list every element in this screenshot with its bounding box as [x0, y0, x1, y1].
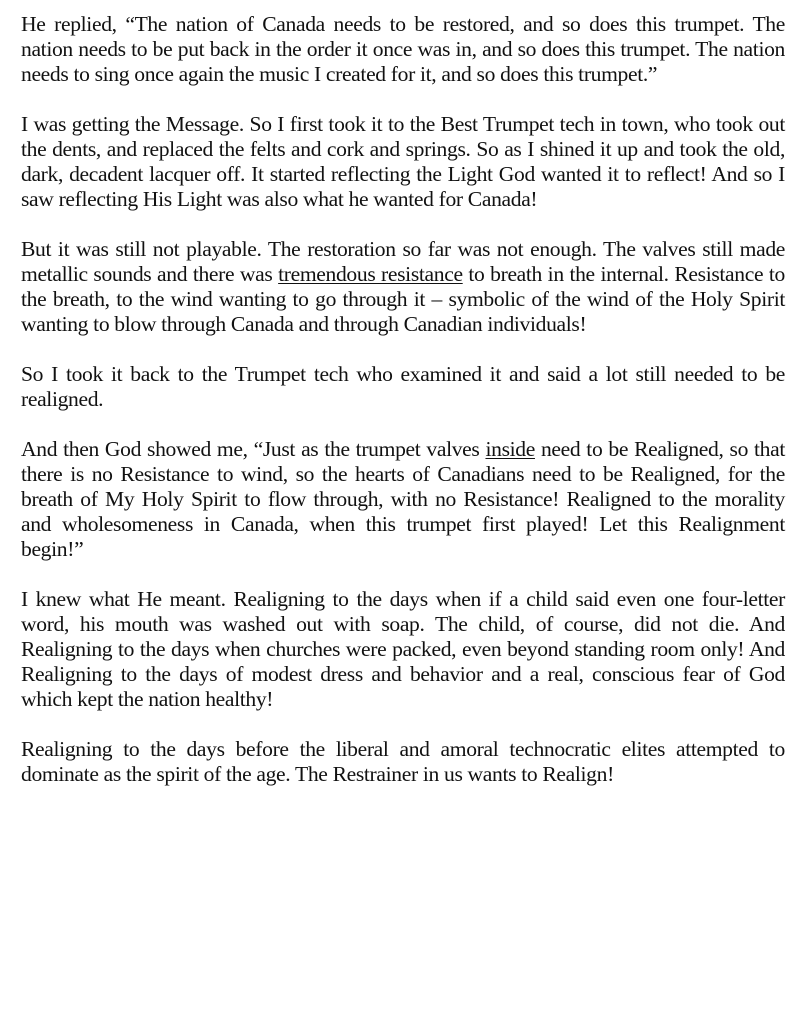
paragraph-6 [21, 587, 785, 712]
paragraph-text: need to be Realigned, so that there is no Resistance to wind, so the hearts of Canadians need to be Realigned, for the breath of My Holy Spirit to flow through, with no Resistance! Realigned to the morality and wholesomeness in Canada, when this trumpet first played! Let this Realignment begin!” [21, 437, 785, 561]
paragraph-text: He replied, “The nation of Canada needs to be restored, and so does this trumpet. The nation needs to be put back in the order it once was in, and so does this trumpet. The nation needs to sing once again the music I created for it, and so does this trumpet.” [21, 12, 785, 86]
paragraph-text: But it was still not playable. The restoration so far was not enough. The valves still made metallic sounds and there was [21, 237, 785, 286]
paragraph-4 [21, 362, 785, 412]
paragraph-text: Realigning to the days before the liberal and amoral technocratic elites attempted to dominate as the spirit of the age. The Restrainer in us wants to Realign! [21, 737, 785, 786]
paragraph-text: So I took it back to the Trumpet tech who examined it and said a lot still needed to be realigned. [21, 362, 785, 411]
paragraph-3 [21, 237, 785, 337]
paragraph-7 [21, 737, 785, 787]
paragraph-1 [21, 12, 785, 87]
paragraph-text: And then God showed me, “Just as the trumpet valves [21, 437, 486, 461]
paragraph-text: I was getting the Message. So I first took it to the Best Trumpet tech in town, who took out the dents, and replaced the felts and cork and springs. So as I shined it up and took the old, dark, decadent lacquer off. It started reflecting the Light God wanted it to reflect! And so I saw reflecting His Light was also what he wanted for Canada! [21, 112, 785, 211]
paragraph-2 [21, 112, 785, 212]
underlined-phrase: tremendous resistance [278, 262, 463, 286]
paragraph-text: I knew what He meant. Realigning to the days when if a child said even one four-letter word, his mouth was washed out with soap. The child, of course, did not die. And Realigning to the days when churches were packed, even beyond standing room only! And Realigning to the days of modest dress and behavior and a real, conscious fear of God which kept the nation healthy! [21, 587, 785, 711]
paragraph-5 [21, 437, 785, 562]
paragraph-text: to breath in the internal. Resistance to the breath, to the wind wanting to go through it – symbolic of the wind of the Holy Spirit wanting to blow through Canada and through Canadian individuals! [21, 262, 785, 336]
underlined-word: inside [485, 437, 535, 461]
